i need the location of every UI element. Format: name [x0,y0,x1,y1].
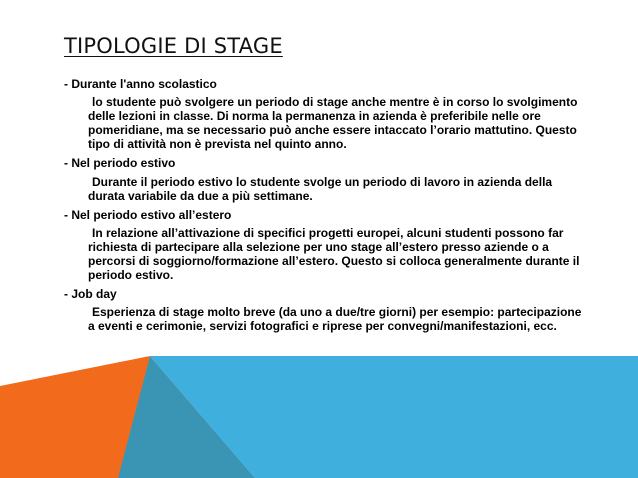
section-heading-estivo-estero: - Nel periodo estivo all’estero [64,207,232,222]
section-heading-periodo-estivo: - Nel periodo estivo [64,156,176,171]
section-text-periodo-estivo: Durante il periodo estivo lo studente svolge un periodo di lavoro in azienda della durata variabile da due a più settimane. [88,174,553,203]
slide-content [64,77,584,339]
section-heading-durante-anno: - Durante l'anno scolastico [64,77,217,91]
section-text-durante-anno: lo studente può svolgere un periodo di stage anche mentre è in corso lo svolgimento delle lezioni in classe. Di norma la permanenza in azienda è preferibile nelle ore pomeridiane, ma se necessario può anche essere intaccato l’orario mattutino. Questo tipo di attività non è prevista nel quinto anno. [88,95,578,152]
section-text-job-day: Esperienza di stage molto breve (da uno a due/tre giorni) per esempio: partecipazione a eventi e cerimonie, servizi fotografici e riprese per convegni/manifestazioni, ecc. [88,305,582,334]
slide-title: TIPOLOGIE DI STAGE [64,34,283,58]
section-heading-job-day: - Job day [64,287,117,302]
section-text-estivo-estero: In relazione all’attivazione di specifici progetti europei, alcuni studenti possono far richiesta di partecipare alla selezione per uno stage all’estero presso aziende o a percorsi di soggiorno/formazione all’estero. Questo si colloca generalmente durante il periodo estivo. [88,225,580,283]
